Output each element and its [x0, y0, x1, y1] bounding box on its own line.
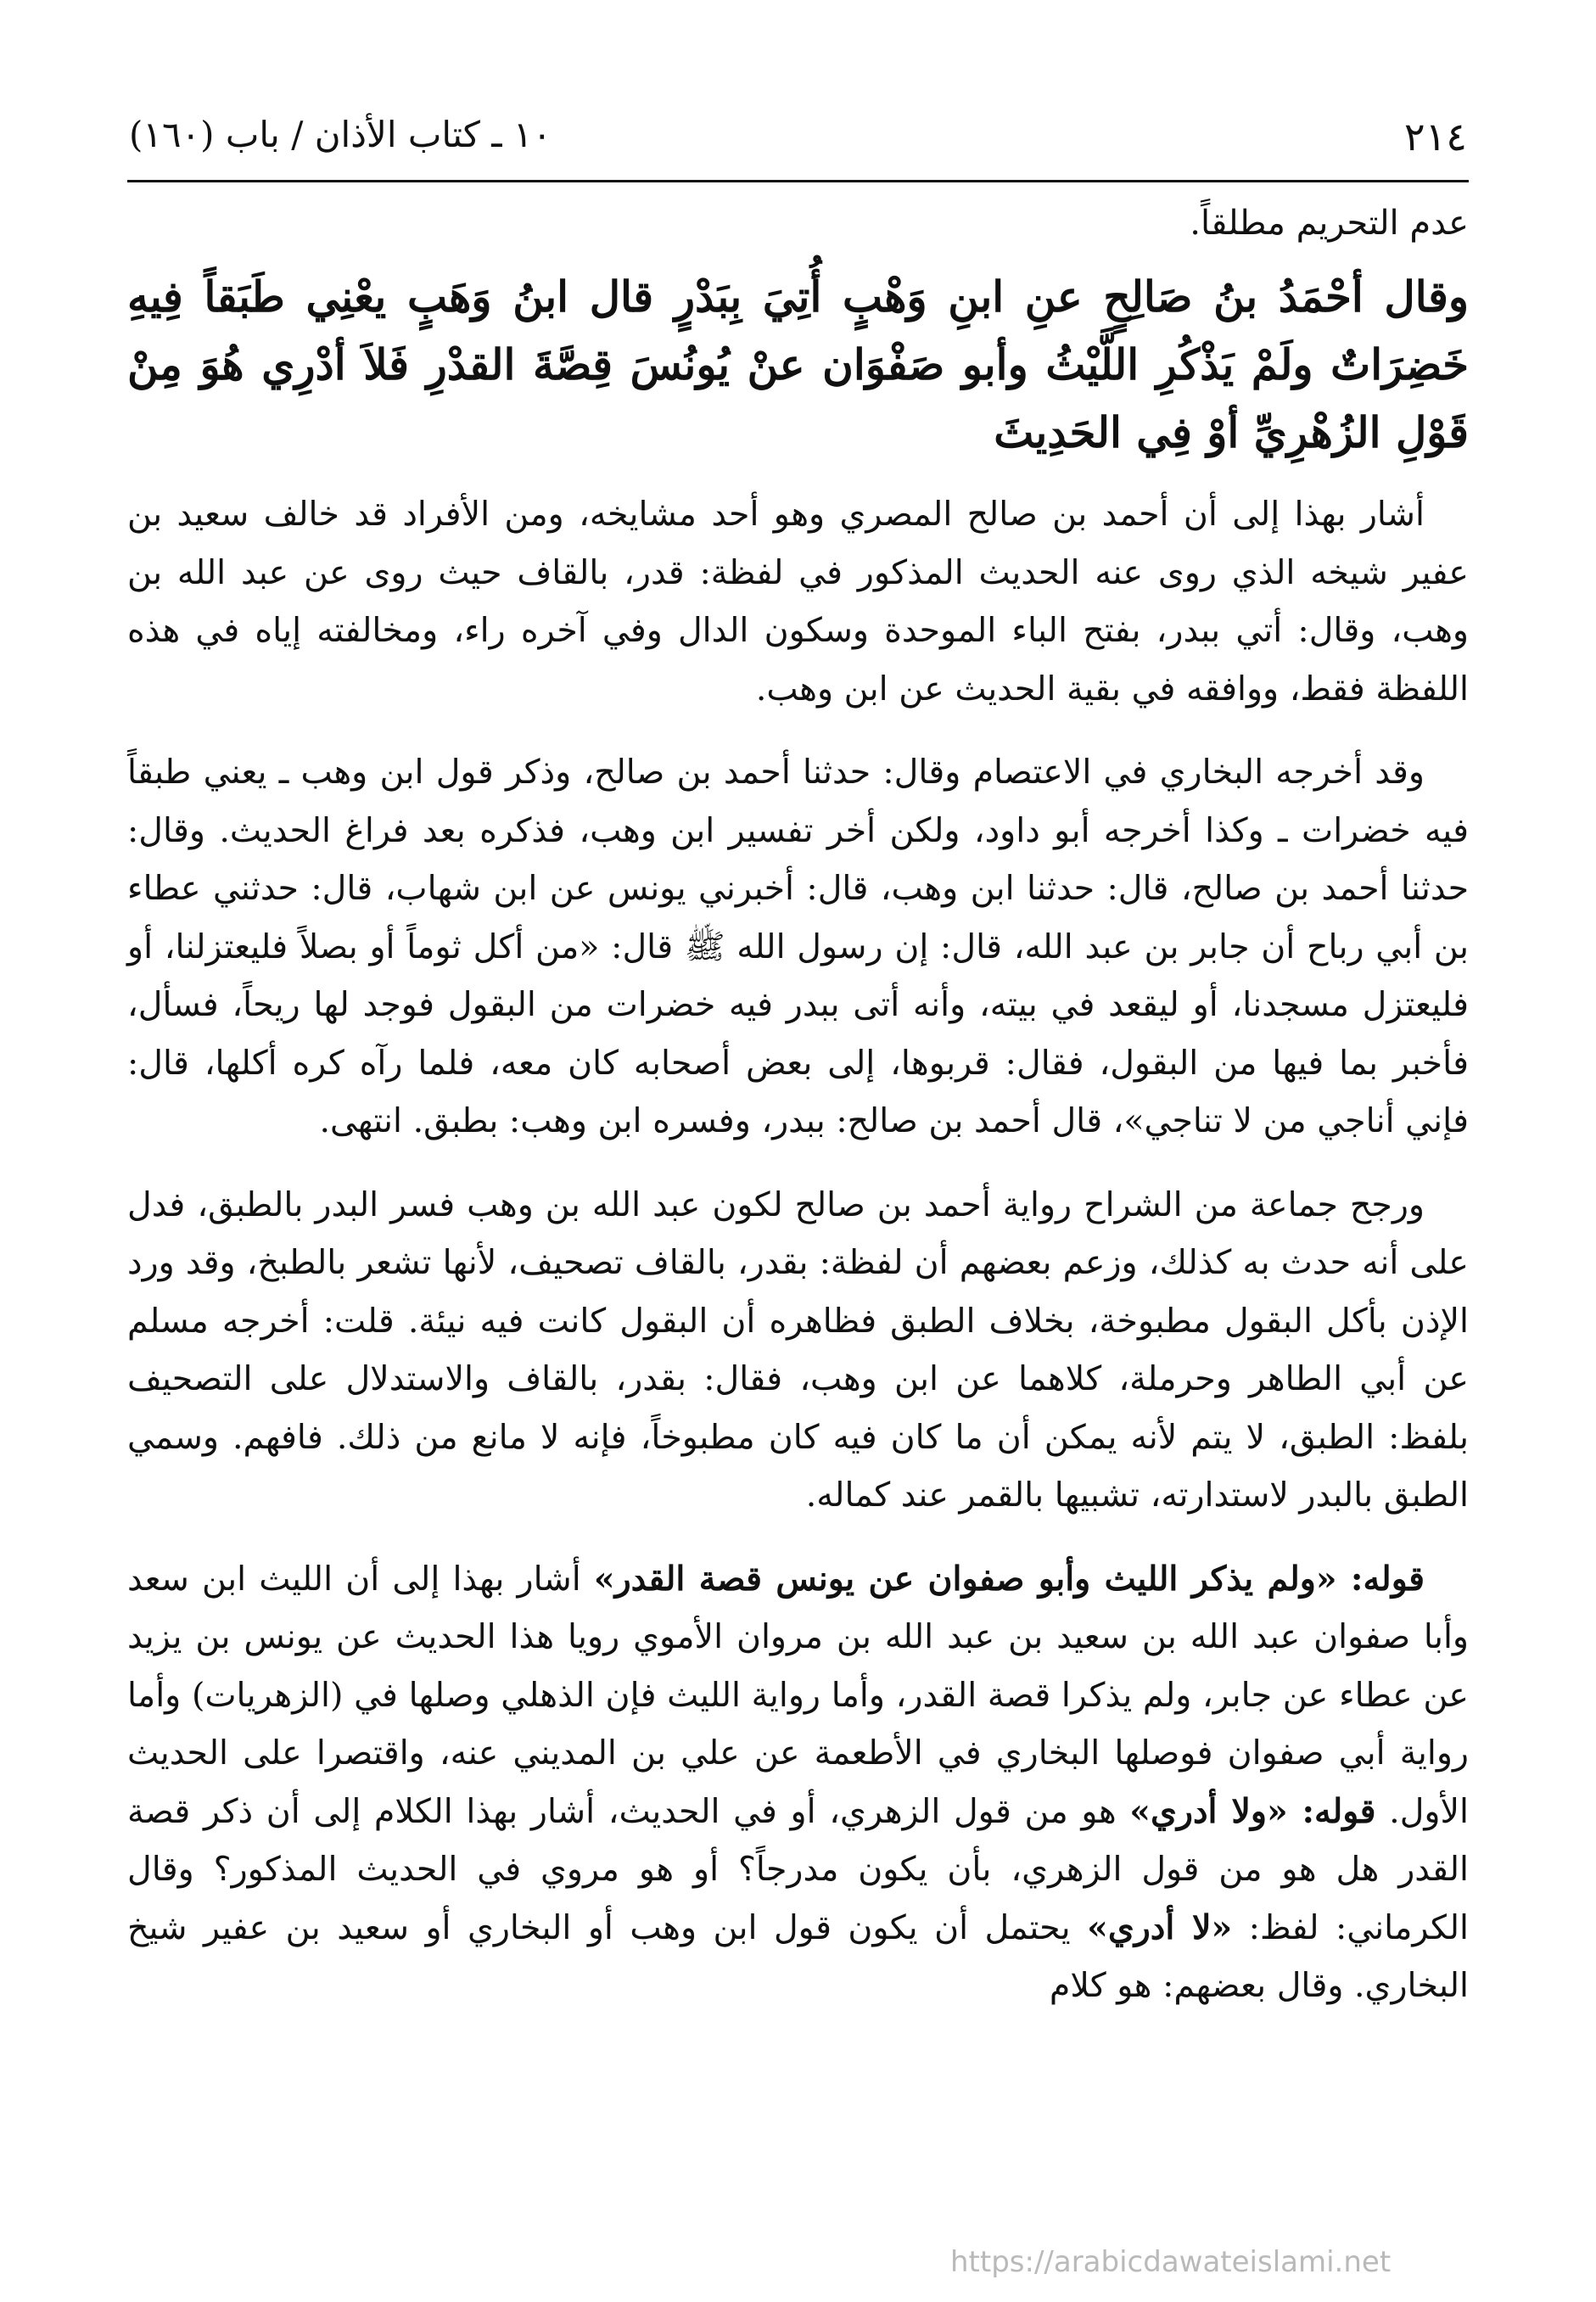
hadith-text: وقال أحْمَدُ بنُ صَالِحٍ عنِ ابنِ وَهْبٍ أُتِيَ بِبَدْرٍ قال ابنُ وَهَبٍ يعْنِي طَبَقاً فِيهِ خَضِرَاتٌ ولَمْ يَذْكُرِ اللَّيْثُ وأبو صَفْوَان عنْ يُونُسَ قِصَّةَ القدْرِ فَلاَ أدْرِي هُوَ مِنْ قَوْلِ الزُهْرِيِّ أوْ فِي الحَدِيثَ	[127, 272, 1469, 457]
paragraph-4-text-3: يحتمل أن يكون قول ابن وهب أو البخاري أو سعيد بن عفير شيخ البخاري. وقال بعضهم: هو كلام	[127, 1907, 1469, 2005]
quote-heading-3: «لا أدري»	[1087, 1907, 1233, 1947]
quote-heading-2: قوله: «ولا أدري»	[1129, 1791, 1376, 1831]
commentary-paragraph-3: ورجح جماعة من الشراح رواية أحمد بن صالح لكون عبد الله بن وهب فسر البدر بالطبق، فدل على أنه حدث به كذلك، وزعم بعضهم أن لفظة: بقدر، بالقاف تصحيف، لأنها تشعر بالطبخ، وقد ورد الإذن بأكل البقول مطبوخة، بخلاف الطبق فظاهره أن البقول كانت فيه نيئة. قلت: أخرجه مسلم عن أبي الطاهر وحرملة، كلاهما عن ابن وهب، فقال: بقدر، بالقاف والاستدلال على التصحيف بلفظ: الطبق، لا يتم لأنه يمكن أن ما كان فيه كان مطبوخاً، فإنه لا مانع من ذلك. فافهم. وسمي الطبق بالبدر لاستدارته، تشبيها بالقمر عند كماله.	[127, 1185, 1469, 1515]
lead-line: عدم التحريم مطلقاً.	[1190, 204, 1469, 243]
running-title: ١٠ ـ كتاب الأذان / باب (١٦٠)	[129, 114, 552, 155]
watermark-url: https://arabicdawateislami.net	[950, 2245, 1392, 2279]
commentary-paragraph-1: أشار بهذا إلى أن أحمد بن صالح المصري وهو أحد مشايخه، ومن الأفراد قد خالف سعيد بن عفير شيخه الذي روى عنه الحديث المذكور في لفظة: قدر، بالقاف حيث روى عن عبد الله بن وهب، وقال: أتي ببدر، بفتح الباء الموحدة وسكون الدال وفي آخره راء، ومخالفته إياه في هذه اللفظة فقط، ووافقه في بقية الحديث عن ابن وهب.	[127, 495, 1469, 709]
page-header	[127, 109, 1469, 182]
quote-heading-1: قوله: «ولم يذكر الليث وأبو صفوان عن يونس قصة القدر»	[593, 1559, 1425, 1599]
commentary-paragraph-4	[127, 1550, 1469, 2015]
page-number: ٢١٤	[1403, 114, 1467, 160]
commentary-paragraph-2: وقد أخرجه البخاري في الاعتصام وقال: حدثنا أحمد بن صالح، وذكر قول ابن وهب ـ يعني طبقاً فيه خضرات ـ وكذا أخرجه أبو داود، ولكن أخر تفسير ابن وهب، فذكره بعد فراغ الحديث. وقال: حدثنا أحمد بن صالح، قال: حدثنا ابن وهب، قال: أخبرني يونس عن ابن شهاب، قال: حدثني عطاء بن أبي رباح أن جابر بن عبد الله، قال: إن رسول الله ﷺ قال: «من أكل ثوماً أو بصلاً فليعتزلنا، أو فليعتزل مسجدنا، أو ليقعد في بيته، وأنه أتى ببدر فيه خضرات من البقول فوجد لها ريحاً، فسأل، فأخبر بما فيها من البقول، فقال: قربوها، إلى بعض أصحابه كان معه، فلما رآه كره أكلها، قال: فإني أناجي من لا تناجي»، قال أحمد بن صالح: ببدر، وفسره ابن وهب: بطبق. انتهى.	[127, 753, 1469, 1140]
paragraph-4-text-2: هو من قول الزهري، أو في الحديث، أشار بهذا الكلام إلى أن ذكر قصة القدر هل هو من قول الزهري، بأن يكون مدرجاً؟ أو هو مروي في الحديث المذكور؟ وقال الكرماني: لفظ:	[127, 1791, 1469, 1947]
page-body	[127, 197, 1469, 2041]
paragraph-4-text-1: أشار بهذا إلى أن الليث ابن سعد وأبا صفوان عبد الله بن سعيد بن عبد الله بن مروان الأموي رويا هذا الحديث عن يونس بن يزيد عن عطاء عن جابر، ولم يذكرا قصة القدر، وأما رواية الليث فإن الذهلي وصلها في (الزهريات) وأما رواية أبي صفوان فوصلها البخاري في الأطعمة عن علي بن المديني عنه، واقتصرا على الحديث الأول.	[127, 1559, 1470, 1831]
